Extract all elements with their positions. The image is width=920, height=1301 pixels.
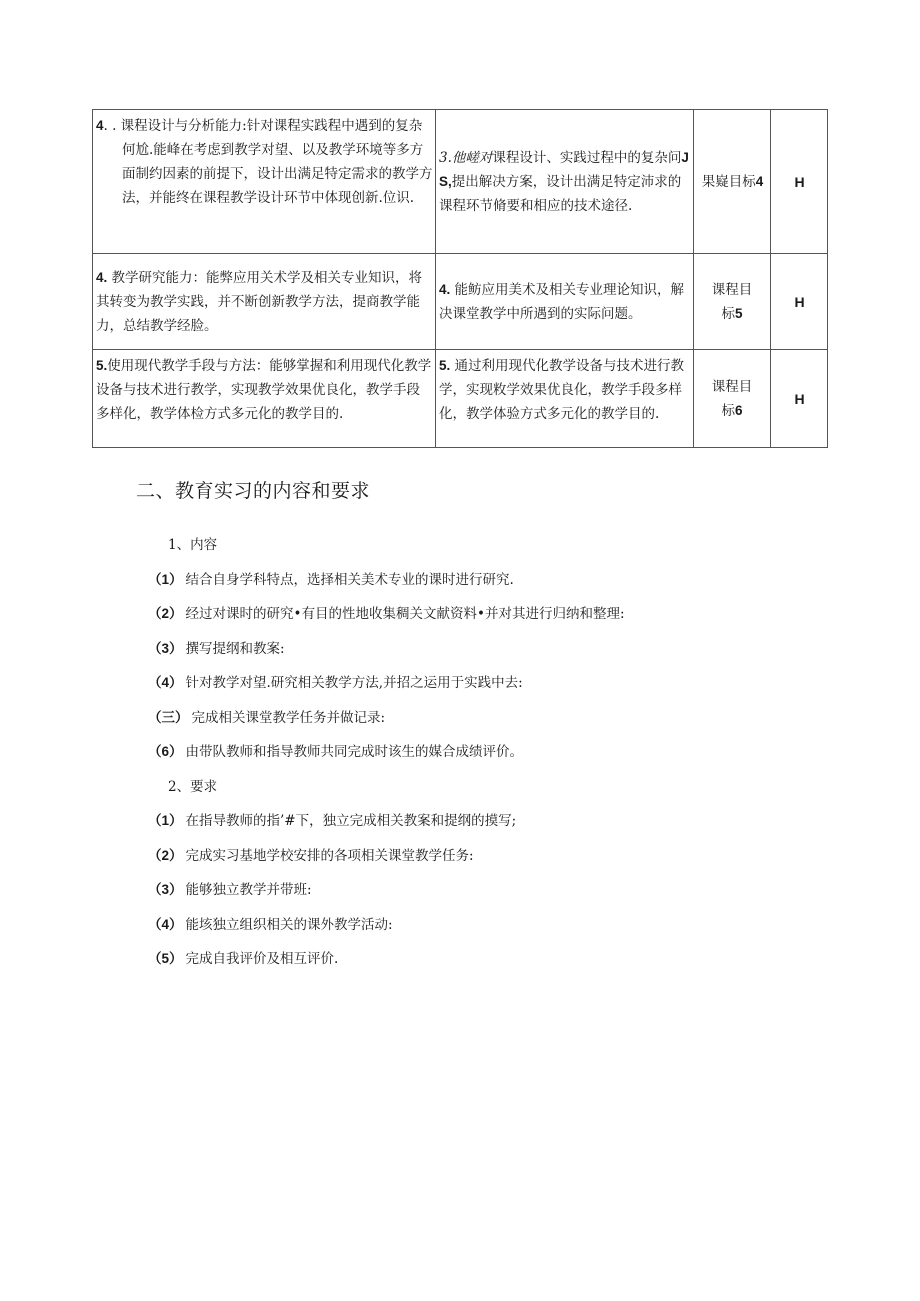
list-marker: （三）	[148, 709, 189, 725]
list-item	[148, 942, 828, 977]
requirement-cell	[93, 254, 436, 350]
section-title: 二、教育实习的内容和要求	[136, 480, 371, 502]
list-item-text: 由带队教师和指导教师共同完成时该生的媒合成绩评价。	[185, 744, 524, 760]
requirement-number: 4.	[96, 269, 108, 285]
indicator-number: 4.	[439, 281, 451, 297]
course-goal-number: 5	[734, 305, 743, 321]
indicator-text: 课程设计、实践过程中的复杂问	[492, 149, 682, 166]
requirements-heading: 2、要求	[168, 778, 218, 795]
support-level-cell: H	[771, 110, 828, 254]
list-item-text: 经过对课时的研究•有目的性地收集稠关文献资料•并对其进行归纳和整理:	[185, 606, 625, 622]
indicator-number: 3.	[439, 149, 452, 166]
list-item	[148, 804, 828, 839]
list-marker: （3）	[148, 640, 183, 656]
list-item	[148, 666, 828, 701]
indicator-text: 通过利用现代化教学设备与技术进行教学，实现敉学效果优良化，教学手段多样化，教学体验方式多元化的教学目的.	[439, 358, 685, 422]
course-goal-label: 果嶷目标	[701, 173, 756, 190]
table-row	[93, 350, 828, 448]
list-item-text: 完成相关课堂教学任务并做记录:	[191, 709, 386, 726]
course-goal-label: 课程目标	[711, 281, 753, 322]
list-item-text: 完成自我评价及相互评价.	[185, 951, 339, 967]
list-marker: （2）	[148, 847, 183, 863]
course-goal-number: 6	[734, 402, 743, 418]
course-goal-number: 4	[755, 173, 764, 189]
list-item	[148, 735, 828, 770]
indicator-cell	[436, 110, 694, 254]
indicator-bold-text: JS,	[439, 149, 689, 189]
graduation-requirements-table	[92, 109, 828, 448]
list-marker: （3）	[148, 882, 183, 897]
list-item	[148, 563, 828, 598]
requirement-cell	[93, 110, 436, 254]
list-marker: （1）	[148, 571, 183, 587]
table-row	[93, 110, 828, 254]
list-item-text: 针对教学对望.研究相关教学方法,并招之运用于实践中去:	[185, 675, 523, 691]
list-item-text: 结合自身学科特点，选择相关美术专业的课时进行研究.	[185, 571, 514, 588]
list-marker: （5）	[148, 951, 183, 966]
list-item	[148, 701, 828, 736]
list-item-text: 能够独立教学并带班:	[185, 882, 312, 898]
list-item	[148, 908, 828, 943]
list-item	[148, 873, 828, 908]
list-marker: （1）	[148, 813, 183, 828]
requirement-text: 使用现代教学手段与方法：能够掌握和利用现代化教学设备与技术进行教学，实现教学效果优良化，教学手段多样化，教学体检方式多元化的教学目的.	[96, 358, 432, 422]
requirement-text: 教学研究能力：能弊应用关术学及相关专业知识，将其转变为教学实践，并不断创新教学方法，提商教学能力，总结教学经脸。	[96, 269, 423, 334]
indicator-italic-text: 他嵯对	[451, 149, 493, 166]
course-goal-cell	[694, 110, 771, 254]
list-marker: （4）	[148, 675, 183, 690]
indicator-cell	[436, 350, 694, 448]
support-level-cell: H	[771, 254, 828, 350]
indicator-text-continued: 提出解决方案，设计出满足特定沛求的课程环节脩要和相应的技术途径.	[439, 173, 682, 214]
requirement-cell	[93, 350, 436, 448]
list-marker: （6）	[148, 744, 183, 759]
course-goal-cell	[694, 254, 771, 350]
section-body	[148, 528, 828, 977]
list-item-text: 撰写提纲和教案:	[185, 640, 285, 657]
list-item	[148, 597, 828, 632]
indicator-number: 5.	[439, 358, 451, 373]
list-item	[148, 632, 828, 667]
course-goal-cell	[694, 350, 771, 448]
list-item-text: 能垓独立组织相关的课外教学活动:	[185, 916, 393, 933]
requirement-number: 4	[96, 118, 104, 133]
requirement-number: 5.	[96, 358, 108, 373]
requirement-text: . . 课程设计与分析能力:针对课程实践程中遇到的复杂何尬.能峰在考虑到教学对望、以及教学环境等多方面制约因素的前提下，设计出满足特定需求的教学方法，并能终在课程教学设计环节中体现创新.位识.	[103, 118, 433, 206]
course-goal-label: 课程目标	[711, 378, 753, 419]
indicator-cell	[436, 254, 694, 350]
support-level-cell: H	[771, 350, 828, 448]
indicator-text: 能鲂应用美术及相关专业理论知识，解决课堂教学中所遇到的实际问题。	[439, 281, 685, 322]
list-item-text: 在指导教师的指’#下，独立完成相关教案和提纲的摸写;	[185, 813, 517, 829]
list-item	[148, 839, 828, 874]
content-heading: 1、内容	[168, 537, 218, 553]
table-row	[93, 254, 828, 350]
list-marker: （4）	[148, 916, 183, 932]
list-item-text: 完成实习基地学校安排的各项相关课堂教学任务:	[185, 847, 474, 864]
list-marker: （2）	[148, 606, 183, 621]
